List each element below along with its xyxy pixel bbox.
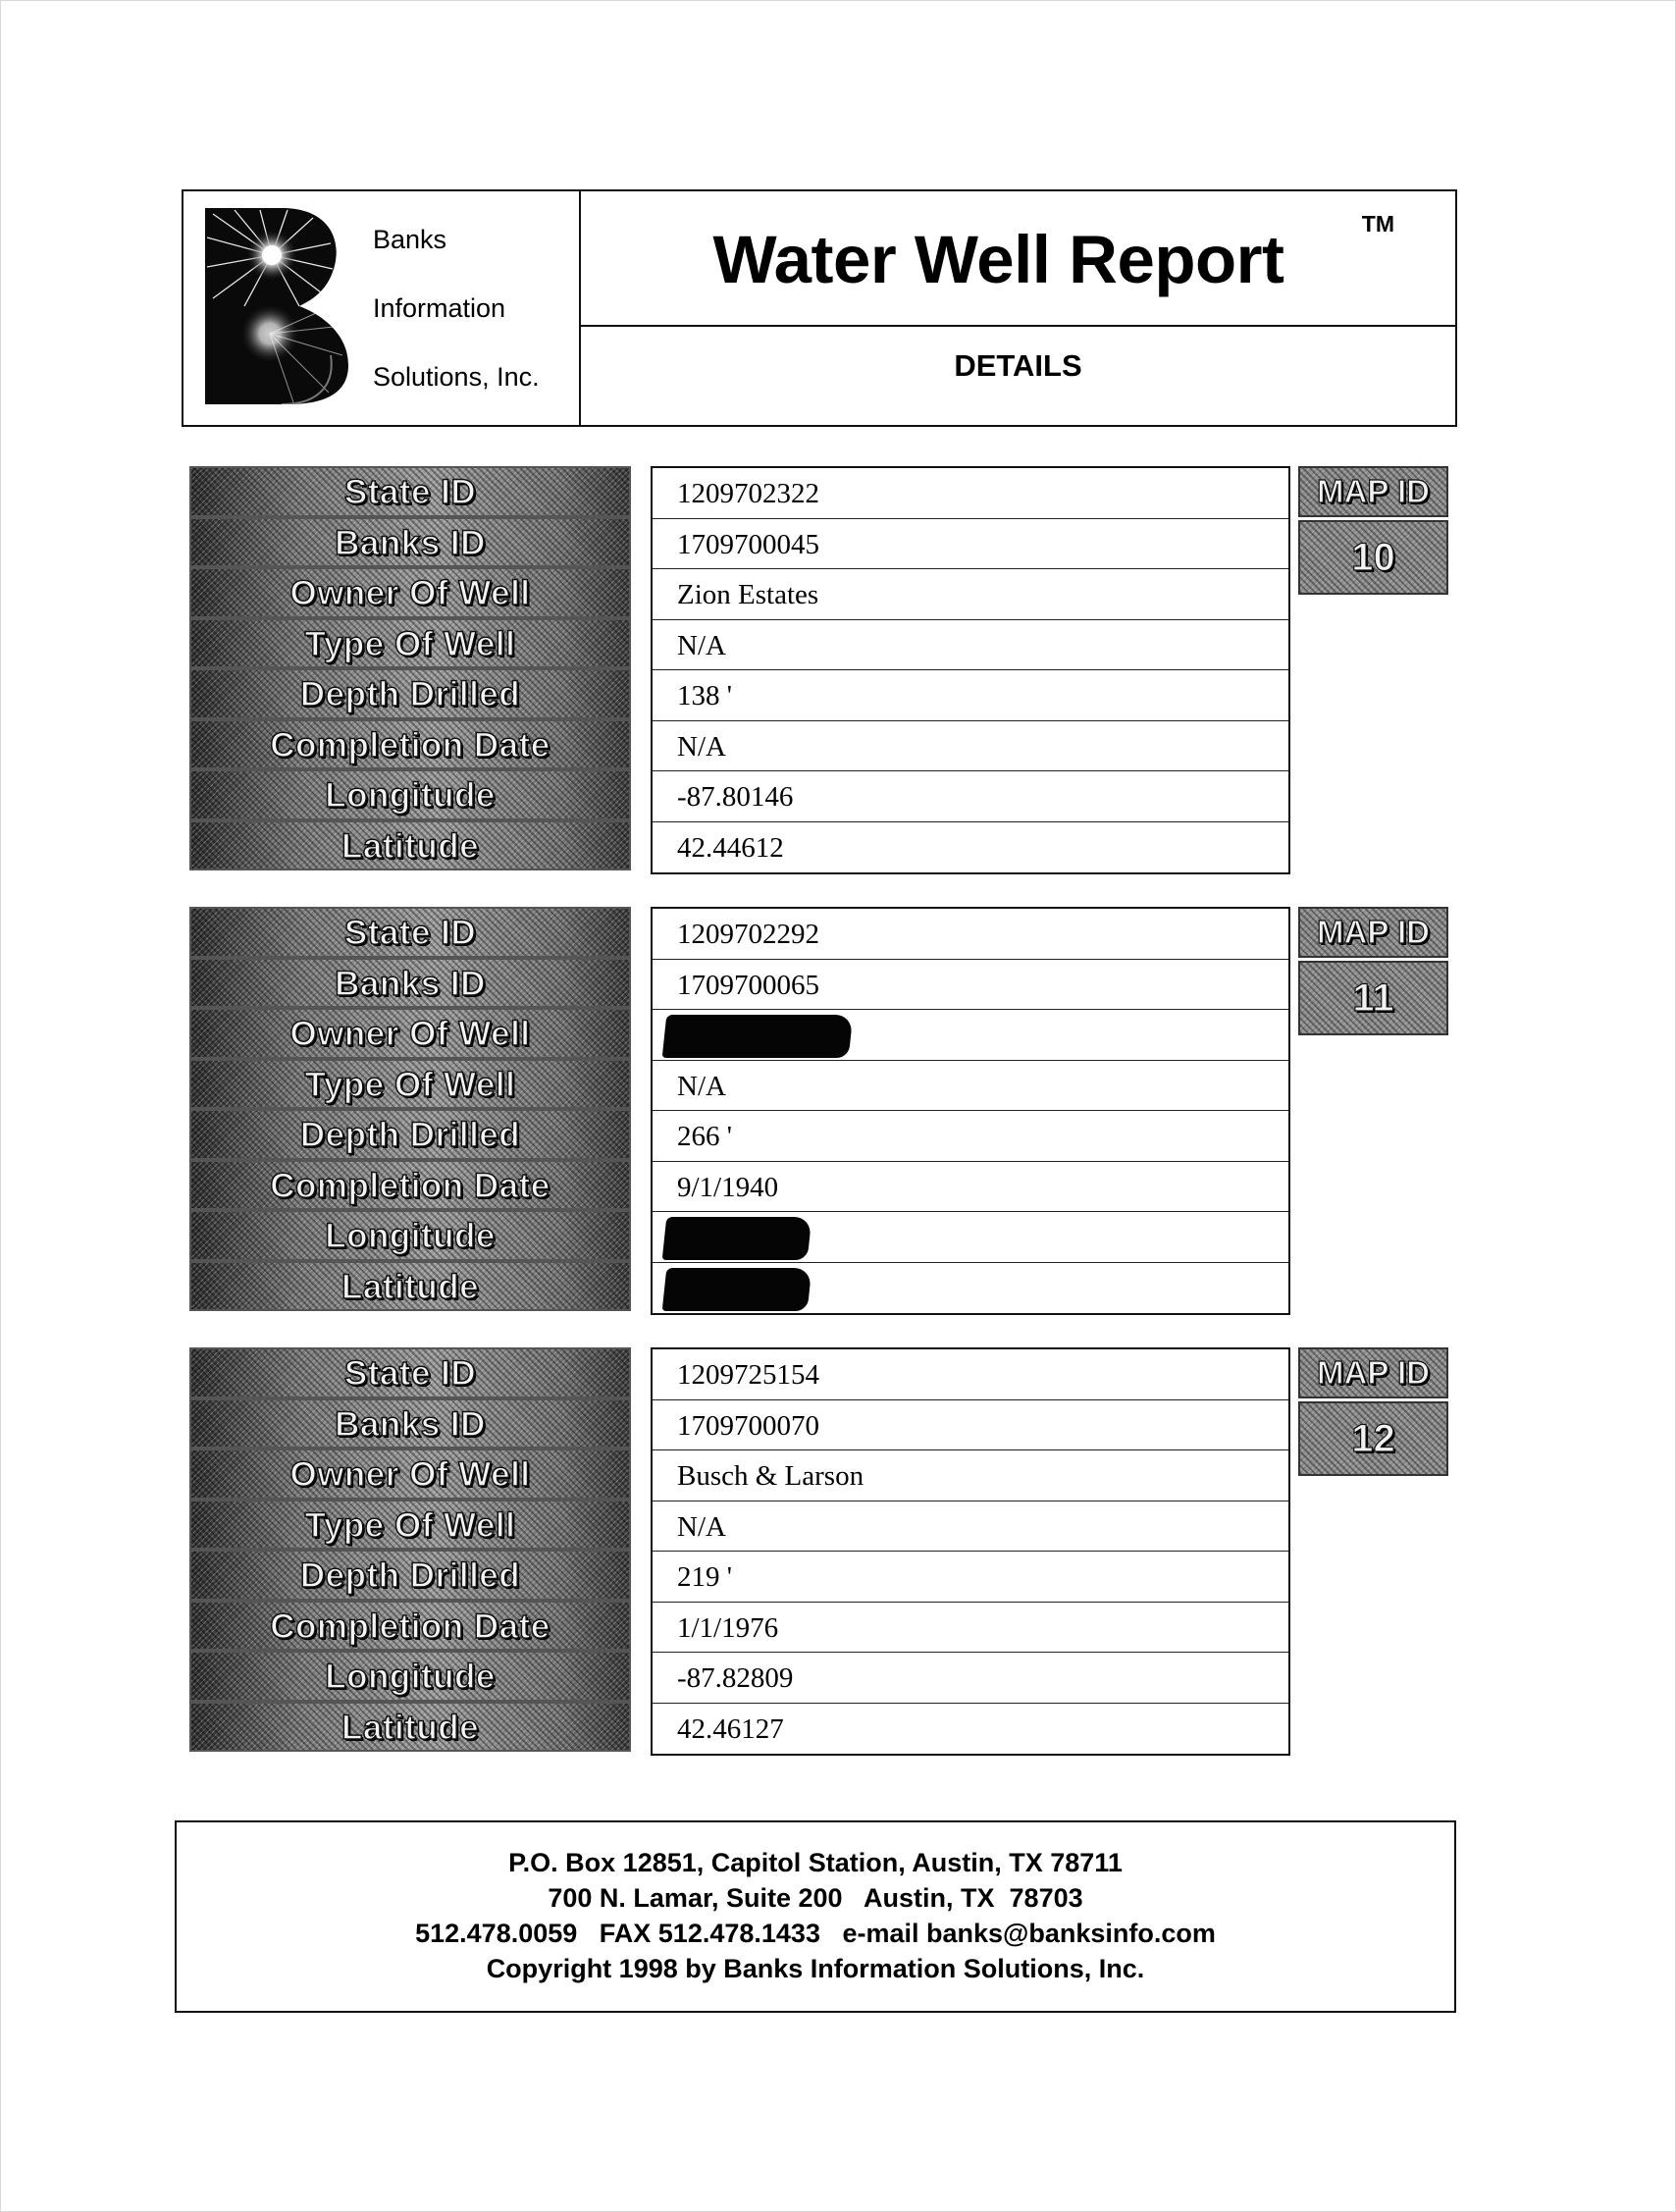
field-label-completion-date: Completion Date [189,719,631,770]
company-logo-block [183,191,581,425]
field-label-state-id: State ID [189,1347,631,1398]
value-state-id: 1209702292 [653,909,1288,960]
footer-copyright: Copyright 1998 by Banks Information Solutions, Inc. [486,1954,1145,1983]
map-id-label: MAP ID [1298,1347,1448,1398]
report-title: Water Well Report [712,222,1284,297]
well-record-2 [0,907,1676,1319]
field-label-latitude: Latitude [189,820,631,871]
value-latitude: 42.44612 [677,831,784,864]
value-banks-id: 1709700045 [653,519,1288,570]
value-completion-date: N/A [653,721,1288,772]
field-label-completion-date: Completion Date [189,1601,631,1652]
value-type: N/A [653,1501,1288,1553]
value-longitude: -87.80146 [653,771,1288,822]
well-record-3 [0,1347,1676,1760]
field-label-column [189,907,631,1311]
map-id-box [1298,1347,1448,1476]
map-id-value: 10 [1298,520,1448,595]
field-label-completion-date: Completion Date [189,1160,631,1211]
field-label-depth: Depth Drilled [189,1550,631,1601]
trademark-mark: TM [1361,211,1394,237]
field-label-banks-id: Banks ID [189,958,631,1009]
value-type: N/A [653,1061,1288,1112]
value-depth: 266 ' [653,1111,1288,1162]
map-id-label: MAP ID [1298,466,1448,517]
field-label-owner: Owner Of Well [189,1008,631,1059]
field-value-column [651,907,1290,1315]
value-banks-id: 1709700065 [653,960,1288,1011]
field-value-column [651,466,1290,874]
value-banks-id: 1709700070 [653,1400,1288,1451]
map-id-value: 11 [1298,961,1448,1035]
value-longitude: -87.82809 [653,1653,1288,1704]
company-name-line-1: Banks [373,225,447,254]
footer-phone-fax-email: 512.478.0059 FAX 512.478.1433 e-mail banks@banksinfo.com [415,1919,1216,1948]
redaction-mark [662,1268,812,1311]
value-completion-date: 9/1/1940 [653,1162,1288,1213]
map-id-box [1298,466,1448,595]
value-longitude [653,1212,1288,1263]
field-label-state-id: State ID [189,466,631,517]
value-type: N/A [653,620,1288,671]
value-depth: 138 ' [653,670,1288,721]
report-header [182,189,1457,427]
contact-footer [175,1820,1456,2013]
field-label-longitude: Longitude [189,1651,631,1702]
value-owner [653,1010,1288,1061]
company-name-line-3: Solutions, Inc. [373,362,540,392]
field-label-banks-id: Banks ID [189,517,631,568]
field-label-type: Type Of Well [189,618,631,669]
field-label-state-id: State ID [189,907,631,958]
field-value-column [651,1347,1290,1756]
field-label-longitude: Longitude [189,1210,631,1261]
company-name-line-2: Information [373,293,506,323]
field-label-column [189,1347,631,1752]
footer-street-address: 700 N. Lamar, Suite 200 Austin, TX 78703 [548,1883,1083,1913]
field-label-latitude: Latitude [189,1702,631,1753]
field-label-owner: Owner Of Well [189,567,631,618]
value-owner: Busch & Larson [653,1450,1288,1501]
value-depth: 219 ' [653,1552,1288,1603]
map-id-value: 12 [1298,1401,1448,1476]
title-cell [581,191,1455,327]
well-record-1 [0,466,1676,878]
field-label-banks-id: Banks ID [189,1398,631,1449]
field-label-owner: Owner Of Well [189,1448,631,1500]
redaction-mark [662,1015,854,1058]
redaction-mark [662,1217,812,1260]
field-label-type: Type Of Well [189,1059,631,1110]
map-id-box [1298,907,1448,1035]
value-latitude: 42.46127 [677,1712,784,1745]
value-state-id: 1209725154 [653,1349,1288,1400]
report-subtitle: DETAILS [954,348,1082,383]
banks-logo-icon [205,208,350,404]
value-latitude [653,1263,1288,1314]
field-label-depth: Depth Drilled [189,1109,631,1160]
field-label-latitude: Latitude [189,1261,631,1312]
footer-po-box: P.O. Box 12851, Capitol Station, Austin, TX 78711 [508,1848,1123,1877]
field-label-longitude: Longitude [189,769,631,820]
value-state-id: 1209702322 [653,468,1288,519]
value-completion-date: 1/1/1976 [653,1603,1288,1654]
field-label-type: Type Of Well [189,1500,631,1551]
map-id-label: MAP ID [1298,907,1448,958]
field-label-depth: Depth Drilled [189,668,631,719]
value-owner: Zion Estates [653,569,1288,620]
field-label-column [189,466,631,870]
